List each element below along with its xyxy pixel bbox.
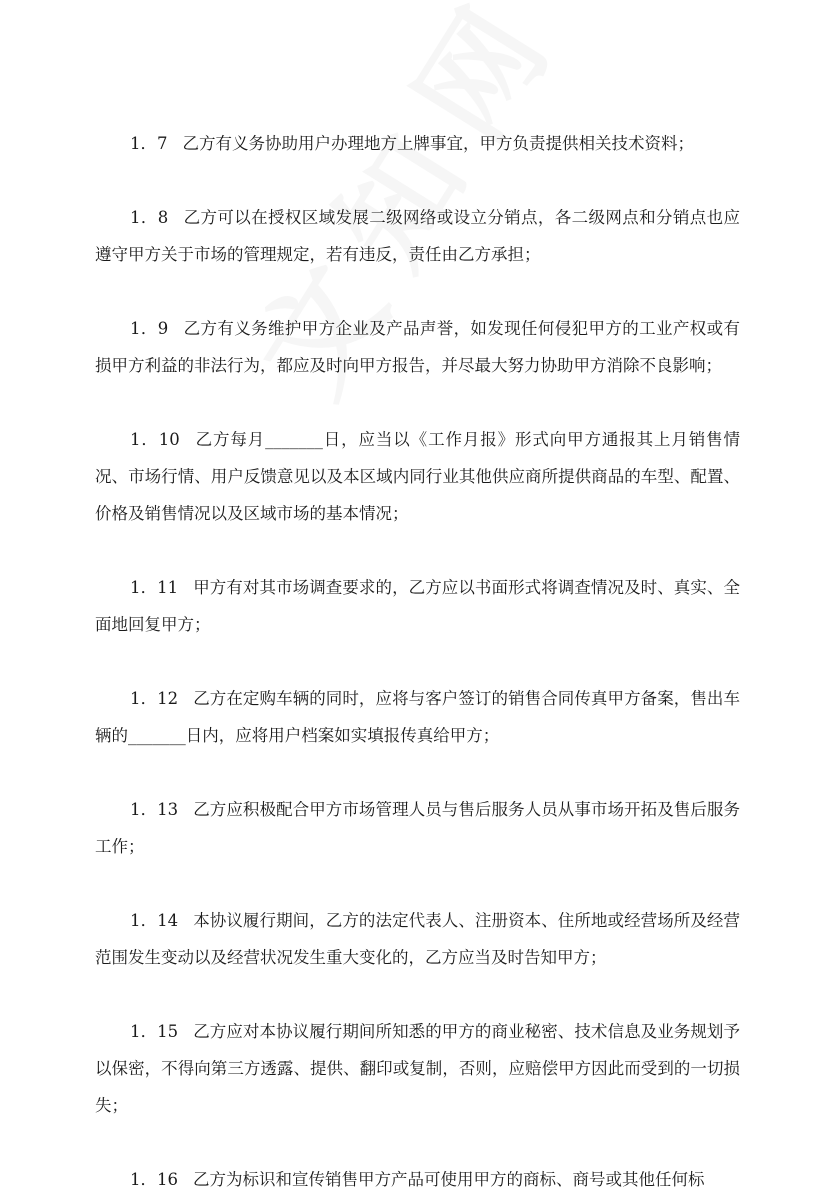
clause-1-13 [95, 791, 740, 865]
clause-number: 1．15 [130, 1022, 179, 1041]
clause-text: 本协议履行期间，乙方的法定代表人、注册资本、住所地或经营场所及经营范围发生变动以及经营状况发生重大变化的，乙方应当及时告知甲方； [95, 911, 740, 967]
clause-1-8 [95, 199, 740, 273]
clause-text: 乙方应积极配合甲方市场管理人员与售后服务人员从事市场开拓及售后服务工作； [95, 800, 740, 856]
clause-number: 1．12 [130, 689, 179, 708]
clause-number: 1．7 [130, 134, 168, 153]
clause-text: 乙方可以在授权区域发展二级网络或设立分销点，各二级网点和分销点也应遵守甲方关于市场的管理规定，若有违反，责任由乙方承担； [95, 208, 741, 264]
clause-text: 乙方有义务维护甲方企业及产品声誉，如发现任何侵犯甲方的工业产权或有损甲方利益的非法行为，都应及时向甲方报告，并尽最大努力协助甲方消除不良影响； [95, 319, 741, 375]
clause-text: 乙方在定购车辆的同时，应将与客户签订的销售合同传真甲方备案，售出车辆的_______日内，应将用户档案如实填报传真给甲方； [95, 689, 740, 745]
document-body [95, 125, 740, 1198]
clause-text: 甲方有对其市场调查要求的，乙方应以书面形式将调查情况及时、真实、全面地回复甲方； [95, 578, 740, 634]
clause-text: 乙方应对本协议履行期间所知悉的甲方的商业秘密、技术信息及业务规划予以保密，不得向第三方透露、提供、翻印或复制，否则，应赔偿甲方因此而受到的一切损失； [95, 1022, 740, 1115]
clause-1-12 [95, 680, 740, 754]
clause-text: 乙方为标识和宣传销售甲方产品可使用甲方的商标、商号或其他任何标 [193, 1170, 705, 1189]
clause-1-9 [95, 310, 740, 384]
clause-1-10 [95, 421, 740, 532]
clause-number: 1．8 [130, 208, 169, 227]
clause-number: 1．9 [130, 319, 169, 338]
clause-text: 乙方有义务协助用户办理地方上牌事宜，甲方负责提供相关技术资料； [182, 134, 694, 153]
clause-number: 1．13 [130, 800, 179, 819]
clause-1-7 [95, 125, 740, 162]
clause-number: 1．10 [130, 430, 180, 449]
clause-1-14 [95, 902, 740, 976]
clause-1-15 [95, 1013, 740, 1124]
clause-number: 1．14 [130, 911, 179, 930]
clause-1-16 [95, 1161, 740, 1198]
clause-number: 1．11 [130, 578, 179, 597]
clause-text: 乙方每月_______日，应当以《工作月报》形式向甲方通报其上月销售情况、市场行情、用户反馈意见以及本区域内同行业其他供应商所提供商品的车型、配置、价格及销售情况以及区域市场的基本情况； [95, 430, 741, 523]
clause-1-11 [95, 569, 740, 643]
clause-number: 1．16 [130, 1170, 178, 1189]
